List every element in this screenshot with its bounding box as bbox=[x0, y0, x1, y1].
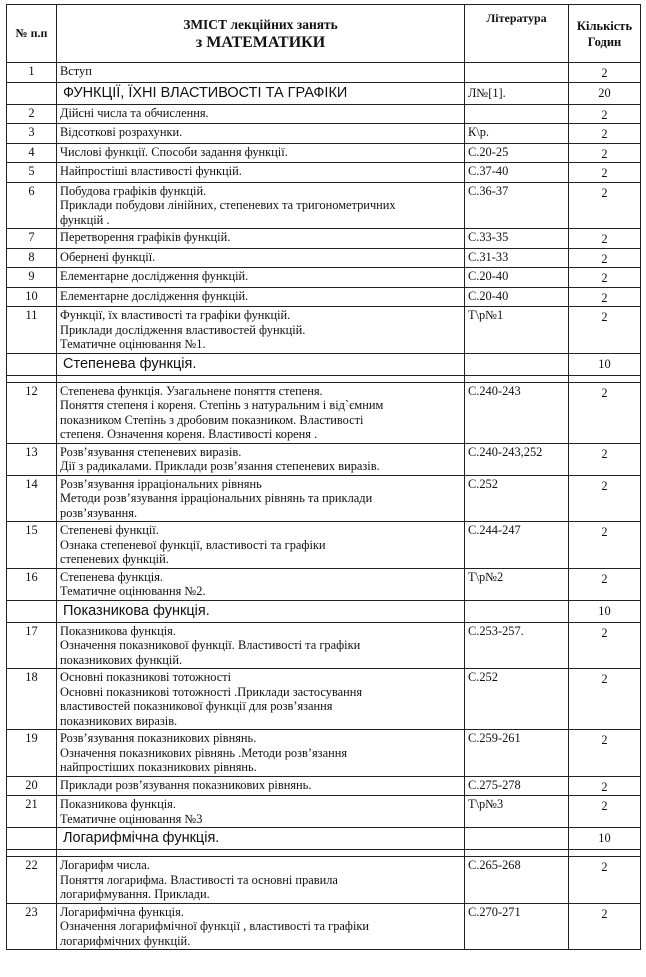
section-row bbox=[7, 828, 641, 850]
row-number: 11 bbox=[7, 307, 57, 354]
table-row bbox=[7, 63, 641, 83]
topic-line: Побудова графіків функцій. bbox=[60, 183, 207, 198]
row-hours: 2 bbox=[569, 104, 641, 124]
empty-cell bbox=[57, 850, 465, 857]
row-number: 3 bbox=[7, 124, 57, 144]
section-title: Степенева функція. bbox=[57, 353, 465, 375]
section-literature bbox=[465, 600, 569, 622]
table-row bbox=[7, 268, 641, 288]
table-row bbox=[7, 104, 641, 124]
topic-line: Означення логарифмічної функції , властивості та графіки bbox=[60, 919, 370, 933]
table-row bbox=[7, 475, 641, 522]
row-number: 14 bbox=[7, 475, 57, 522]
row-literature: С.275-278 bbox=[465, 776, 569, 796]
topic-line: Логарифм числа. bbox=[60, 858, 150, 872]
row-literature: С.240-243 bbox=[465, 382, 569, 443]
row-hours: 2 bbox=[569, 268, 641, 288]
row-topic bbox=[57, 622, 465, 669]
topic-line: Перетворення графіків функцій. bbox=[60, 230, 231, 244]
topic-line: Логарифмічна функція. bbox=[60, 904, 184, 919]
topic-line: Розв’язування показникових рівнянь. bbox=[60, 731, 257, 745]
topic-line: Основні показникові тотожності .Приклади застосування bbox=[60, 684, 363, 699]
row-hours: 2 bbox=[569, 124, 641, 144]
topic-line: Відсоткові розрахунки. bbox=[60, 125, 183, 139]
topic-line: показникових виразів. bbox=[60, 713, 178, 728]
row-hours: 2 bbox=[569, 163, 641, 183]
header-title-line1: ЗМІСТ лекційних занять bbox=[183, 16, 338, 32]
row-hours: 2 bbox=[569, 182, 641, 229]
row-topic bbox=[57, 124, 465, 144]
row-hours: 2 bbox=[569, 307, 641, 354]
row-literature bbox=[465, 63, 569, 83]
row-number: 5 bbox=[7, 163, 57, 183]
table-row bbox=[7, 622, 641, 669]
row-number: 10 bbox=[7, 287, 57, 307]
table-row bbox=[7, 163, 641, 183]
row-hours: 2 bbox=[569, 382, 641, 443]
row-literature bbox=[465, 104, 569, 124]
row-number: 17 bbox=[7, 622, 57, 669]
row-number: 13 bbox=[7, 443, 57, 475]
row-literature: Т\р№1 bbox=[465, 307, 569, 354]
row-topic bbox=[57, 182, 465, 229]
row-hours: 2 bbox=[569, 622, 641, 669]
topic-line: Елементарне дослідження функцій. bbox=[60, 288, 249, 303]
topic-line: Степенева функція. bbox=[60, 569, 163, 584]
row-number: 18 bbox=[7, 669, 57, 730]
row-literature: С.37-40 bbox=[465, 163, 569, 183]
row-hours: 2 bbox=[569, 522, 641, 569]
row-topic bbox=[57, 669, 465, 730]
topic-line: Поняття логарифма. Властивості та основні правила bbox=[60, 872, 338, 887]
topic-line: показникових функцій. bbox=[60, 652, 183, 667]
topic-line: Найпростіші властивості функцій. bbox=[60, 164, 242, 178]
row-topic bbox=[57, 268, 465, 288]
row-number: 20 bbox=[7, 776, 57, 796]
row-topic bbox=[57, 857, 465, 904]
row-literature: С.259-261 bbox=[465, 730, 569, 777]
table-row bbox=[7, 669, 641, 730]
topic-line: Ознака степеневої функції, властивості та графіки bbox=[60, 537, 326, 552]
row-number: 22 bbox=[7, 857, 57, 904]
row-topic bbox=[57, 104, 465, 124]
row-number: 7 bbox=[7, 229, 57, 249]
topic-line: степеня. Означення кореня. Властивості кореня . bbox=[60, 427, 318, 441]
topic-line: логарифмування. Приклади. bbox=[60, 887, 210, 901]
empty-cell bbox=[465, 850, 569, 857]
topic-line: Поняття степеня і кореня. Степінь з натуральним і від`ємним bbox=[60, 398, 384, 412]
section-hours: 10 bbox=[569, 600, 641, 622]
row-literature: С.31-33 bbox=[465, 248, 569, 268]
row-hours: 2 bbox=[569, 443, 641, 475]
row-literature: С.20-40 bbox=[465, 287, 569, 307]
document-page bbox=[6, 4, 640, 950]
row-hours: 2 bbox=[569, 248, 641, 268]
section-hours: 10 bbox=[569, 828, 641, 850]
table-row bbox=[7, 182, 641, 229]
topic-line: Показникова функція. bbox=[60, 623, 176, 638]
row-literature: С.270-271 bbox=[465, 903, 569, 950]
row-hours: 2 bbox=[569, 229, 641, 249]
empty-cell bbox=[465, 375, 569, 382]
row-topic bbox=[57, 796, 465, 828]
row-number: 8 bbox=[7, 248, 57, 268]
table-row bbox=[7, 568, 641, 600]
table-row bbox=[7, 776, 641, 796]
topic-line: Основні показникові тотожності bbox=[60, 670, 232, 684]
row-number: 1 bbox=[7, 63, 57, 83]
row-number: 2 bbox=[7, 104, 57, 124]
empty-cell bbox=[57, 375, 465, 382]
row-hours: 2 bbox=[569, 730, 641, 777]
table-row bbox=[7, 287, 641, 307]
row-topic bbox=[57, 248, 465, 268]
empty-cell bbox=[7, 375, 57, 382]
topic-line: розв’язування. bbox=[60, 505, 138, 520]
table-row bbox=[7, 307, 641, 354]
topic-line: Приклади розв’язування показникових рівнянь. bbox=[60, 777, 312, 792]
topic-line: Степеневі функції. bbox=[60, 523, 159, 537]
section-number-cell bbox=[7, 353, 57, 375]
header-literature: Література bbox=[465, 5, 569, 63]
topic-line: логарифмічних функцій. bbox=[60, 933, 191, 948]
table-row bbox=[7, 382, 641, 443]
table-row bbox=[7, 903, 641, 950]
row-literature: С.252 bbox=[465, 669, 569, 730]
section-number-cell bbox=[7, 600, 57, 622]
table-row bbox=[7, 229, 641, 249]
section-title: Показникова функція. bbox=[57, 600, 465, 622]
table-row bbox=[7, 443, 641, 475]
row-literature: С.20-40 bbox=[465, 268, 569, 288]
row-hours: 2 bbox=[569, 857, 641, 904]
empty-cell bbox=[7, 850, 57, 857]
topic-line: Дійсні числа та обчислення. bbox=[60, 105, 209, 120]
row-literature: С.20-25 bbox=[465, 143, 569, 163]
row-topic bbox=[57, 143, 465, 163]
topic-line: Тематичне оцінювання №2. bbox=[60, 584, 206, 598]
row-literature: С.253-257. bbox=[465, 622, 569, 669]
topic-line: Означення показникової функції. Властивості та графіки bbox=[60, 638, 361, 652]
row-literature: С.36-37 bbox=[465, 182, 569, 229]
row-number: 23 bbox=[7, 903, 57, 950]
header-title-line2: з МАТЕМАТИКИ bbox=[195, 33, 326, 51]
table-row bbox=[7, 124, 641, 144]
row-topic bbox=[57, 522, 465, 569]
header-number: № п.п bbox=[7, 5, 57, 63]
row-number: 6 bbox=[7, 182, 57, 229]
topic-line: Степенева функція. Узагальнене поняття степеня. bbox=[60, 383, 323, 398]
row-topic bbox=[57, 229, 465, 249]
empty-cell bbox=[569, 375, 641, 382]
section-row bbox=[7, 82, 641, 104]
row-number: 12 bbox=[7, 382, 57, 443]
topic-line: Методи розв’язування ірраціональних рівнянь та приклади bbox=[60, 491, 373, 505]
row-topic bbox=[57, 475, 465, 522]
empty-row bbox=[7, 375, 641, 382]
table-header-row bbox=[7, 5, 641, 63]
row-literature: К\р. bbox=[465, 124, 569, 144]
row-literature: С.240-243,252 bbox=[465, 443, 569, 475]
table-row bbox=[7, 248, 641, 268]
empty-row bbox=[7, 850, 641, 857]
row-topic bbox=[57, 307, 465, 354]
topic-line: Вступ bbox=[60, 64, 92, 78]
topic-line: властивостей показникової функції для розв’язання bbox=[60, 699, 333, 713]
section-number-cell bbox=[7, 82, 57, 104]
header-title bbox=[57, 5, 465, 63]
row-topic bbox=[57, 63, 465, 83]
row-topic bbox=[57, 382, 465, 443]
topic-line: Приклади дослідження властивостей функцій. bbox=[60, 322, 306, 337]
section-title: ФУНКЦІЇ, ЇХНІ ВЛАСТИВОСТІ ТА ГРАФІКИ bbox=[57, 82, 465, 104]
topic-line: Функції, їх властивості та графіки функцій. bbox=[60, 308, 291, 322]
topic-line: Числові функції. Способи задання функції. bbox=[60, 144, 288, 159]
row-literature: С.244-247 bbox=[465, 522, 569, 569]
row-hours: 2 bbox=[569, 796, 641, 828]
topic-line: Обернені функції. bbox=[60, 249, 156, 264]
section-hours: 10 bbox=[569, 353, 641, 375]
row-hours: 2 bbox=[569, 903, 641, 950]
row-topic bbox=[57, 776, 465, 796]
topic-line: степеневих функцій. bbox=[60, 552, 169, 566]
lecture-table bbox=[6, 4, 641, 950]
section-literature bbox=[465, 828, 569, 850]
header-hours: Кількість Годин bbox=[569, 5, 641, 63]
topic-line: Тематичне оцінювання №3 bbox=[60, 811, 203, 826]
row-hours: 2 bbox=[569, 143, 641, 163]
table-body bbox=[7, 63, 641, 950]
row-number: 16 bbox=[7, 568, 57, 600]
section-title: Логарифмічна функція. bbox=[57, 828, 465, 850]
section-row bbox=[7, 600, 641, 622]
topic-line: Розв’язування ірраціональних рівнянь bbox=[60, 476, 262, 491]
table-row bbox=[7, 796, 641, 828]
topic-line: Тематичне оцінювання №1. bbox=[60, 337, 206, 351]
row-hours: 2 bbox=[569, 63, 641, 83]
row-number: 4 bbox=[7, 143, 57, 163]
table-row bbox=[7, 730, 641, 777]
topic-line: функцій . bbox=[60, 212, 110, 227]
empty-cell bbox=[569, 850, 641, 857]
row-hours: 2 bbox=[569, 287, 641, 307]
row-topic bbox=[57, 568, 465, 600]
topic-line: показником Степінь з дробовим показником. Властивості bbox=[60, 412, 364, 427]
row-literature: С.33-35 bbox=[465, 229, 569, 249]
row-topic bbox=[57, 903, 465, 950]
section-number-cell bbox=[7, 828, 57, 850]
row-number: 21 bbox=[7, 796, 57, 828]
table-row bbox=[7, 857, 641, 904]
topic-line: Дії з радикалами. Приклади розв’язання степеневих виразів. bbox=[60, 459, 380, 473]
row-topic bbox=[57, 163, 465, 183]
row-topic bbox=[57, 287, 465, 307]
topic-line: Приклади побудови лінійних, степеневих та тригонометричних bbox=[60, 198, 396, 212]
topic-line: Розв’язування степеневих виразів. bbox=[60, 444, 242, 459]
section-row bbox=[7, 353, 641, 375]
topic-line: найпростіших показникових рівнянь. bbox=[60, 760, 257, 774]
row-topic bbox=[57, 443, 465, 475]
row-number: 15 bbox=[7, 522, 57, 569]
row-hours: 2 bbox=[569, 568, 641, 600]
row-literature: Т\р№2 bbox=[465, 568, 569, 600]
row-number: 9 bbox=[7, 268, 57, 288]
section-literature bbox=[465, 353, 569, 375]
topic-line: Показникова функція. bbox=[60, 797, 176, 811]
topic-line: Елементарне дослідження функцій. bbox=[60, 269, 249, 283]
row-number: 19 bbox=[7, 730, 57, 777]
table-row bbox=[7, 522, 641, 569]
section-literature: Л№[1]. bbox=[465, 82, 569, 104]
row-literature: С.252 bbox=[465, 475, 569, 522]
row-hours: 2 bbox=[569, 776, 641, 796]
topic-line: Означення показникових рівнянь .Методи розв’язання bbox=[60, 745, 348, 760]
row-hours: 2 bbox=[569, 669, 641, 730]
row-literature: Т\р№3 bbox=[465, 796, 569, 828]
row-topic bbox=[57, 730, 465, 777]
section-hours: 20 bbox=[569, 82, 641, 104]
row-literature: С.265-268 bbox=[465, 857, 569, 904]
table-row bbox=[7, 143, 641, 163]
row-hours: 2 bbox=[569, 475, 641, 522]
